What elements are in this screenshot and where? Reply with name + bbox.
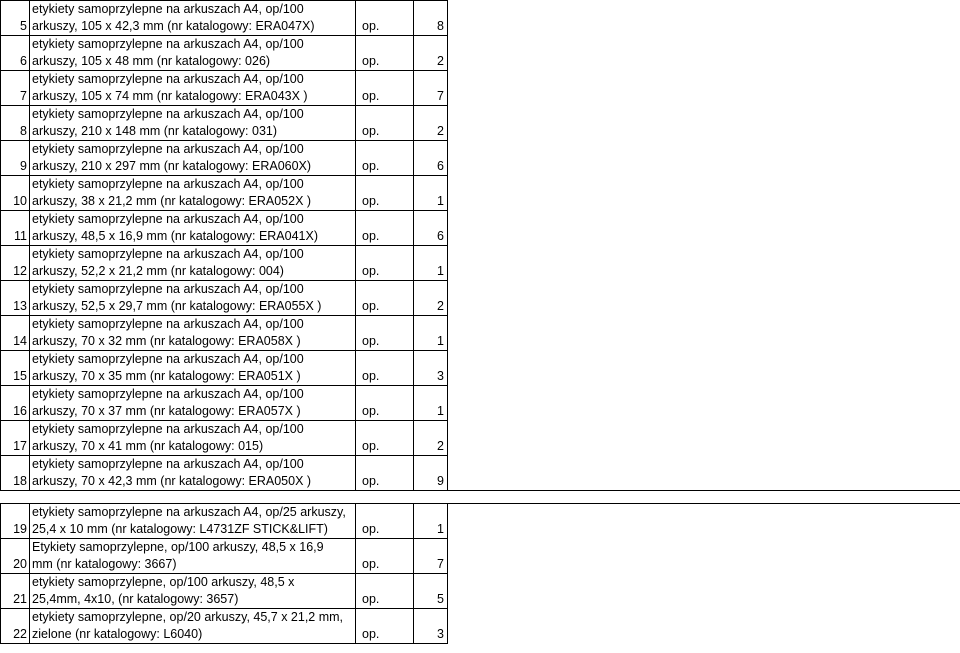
empty-cell bbox=[448, 421, 960, 456]
empty-cell bbox=[448, 351, 960, 386]
empty-cell bbox=[448, 1, 960, 36]
row-number: 19 bbox=[1, 504, 30, 539]
table-row bbox=[1, 421, 960, 456]
description-line-1: etykiety samoprzylepne na arkuszach A4, op/100 bbox=[32, 2, 304, 16]
row-number: 18 bbox=[1, 456, 30, 491]
empty-cell bbox=[448, 504, 960, 539]
description-line-2: arkuszy, 52,5 x 29,7 mm (nr katalogowy: ERA055X ) bbox=[32, 299, 322, 313]
empty-cell bbox=[448, 246, 960, 281]
description-line-2: arkuszy, 210 x 148 mm (nr katalogowy: 031) bbox=[32, 124, 278, 138]
description-line-1: etykiety samoprzylepne na arkuszach A4, op/100 bbox=[32, 107, 304, 121]
quantity-cell: 8 bbox=[414, 1, 448, 36]
quantity-cell: 1 bbox=[414, 176, 448, 211]
empty-cell bbox=[448, 539, 960, 574]
table-gap bbox=[1, 491, 960, 504]
unit-cell: op. bbox=[356, 316, 414, 351]
quantity-cell: 1 bbox=[414, 504, 448, 539]
row-number: 13 bbox=[1, 281, 30, 316]
empty-cell bbox=[448, 456, 960, 491]
quantity-cell: 1 bbox=[414, 386, 448, 421]
description-line-2: arkuszy, 210 x 297 mm (nr katalogowy: ERA060X) bbox=[32, 159, 312, 173]
description-line-1: etykiety samoprzylepne na arkuszach A4, op/100 bbox=[32, 212, 304, 226]
table-row bbox=[1, 36, 960, 71]
empty-cell bbox=[448, 176, 960, 211]
item-description bbox=[30, 421, 356, 456]
unit-cell: op. bbox=[356, 141, 414, 176]
unit-cell: op. bbox=[356, 386, 414, 421]
quantity-cell: 2 bbox=[414, 281, 448, 316]
empty-cell bbox=[448, 211, 960, 246]
description-line-2: arkuszy, 70 x 41 mm (nr katalogowy: 015) bbox=[32, 439, 264, 453]
row-number: 21 bbox=[1, 574, 30, 609]
description-line-1: etykiety samoprzylepne na arkuszach A4, op/100 bbox=[32, 142, 304, 156]
quantity-cell: 1 bbox=[414, 316, 448, 351]
unit-cell: op. bbox=[356, 539, 414, 574]
description-line-1: etykiety samoprzylepne, op/100 arkuszy, 48,5 x bbox=[32, 575, 295, 589]
table-row bbox=[1, 539, 960, 574]
row-number: 20 bbox=[1, 539, 30, 574]
item-description bbox=[30, 609, 356, 644]
empty-cell bbox=[448, 36, 960, 71]
table-row bbox=[1, 281, 960, 316]
description-line-1: etykiety samoprzylepne, op/20 arkuszy, 45,7 x 21,2 mm, bbox=[32, 610, 344, 624]
row-number: 14 bbox=[1, 316, 30, 351]
table-row bbox=[1, 504, 960, 539]
unit-cell: op. bbox=[356, 574, 414, 609]
description-line-2: arkuszy, 38 x 21,2 mm (nr katalogowy: ERA052X ) bbox=[32, 194, 312, 208]
item-description bbox=[30, 281, 356, 316]
quantity-cell: 1 bbox=[414, 246, 448, 281]
table-row bbox=[1, 106, 960, 141]
empty-cell bbox=[448, 386, 960, 421]
description-line-1: etykiety samoprzylepne na arkuszach A4, op/100 bbox=[32, 422, 304, 436]
quantity-cell: 2 bbox=[414, 421, 448, 456]
description-line-2: arkuszy, 105 x 42,3 mm (nr katalogowy: ERA047X) bbox=[32, 19, 315, 33]
table-row bbox=[1, 574, 960, 609]
quantity-cell: 5 bbox=[414, 574, 448, 609]
row-number: 5 bbox=[1, 1, 30, 36]
table-row bbox=[1, 141, 960, 176]
quantity-cell: 2 bbox=[414, 36, 448, 71]
row-number: 22 bbox=[1, 609, 30, 644]
table-row bbox=[1, 351, 960, 386]
empty-cell bbox=[448, 106, 960, 141]
table-body bbox=[1, 1, 960, 491]
table-body-continued bbox=[1, 504, 960, 644]
quantity-cell: 2 bbox=[414, 106, 448, 141]
description-line-1: etykiety samoprzylepne na arkuszach A4, op/100 bbox=[32, 457, 304, 471]
description-line-2: arkuszy, 70 x 37 mm (nr katalogowy: ERA057X ) bbox=[32, 404, 301, 418]
item-description bbox=[30, 351, 356, 386]
quantity-cell: 7 bbox=[414, 71, 448, 106]
quantity-cell: 9 bbox=[414, 456, 448, 491]
description-line-1: etykiety samoprzylepne na arkuszach A4, op/100 bbox=[32, 177, 304, 191]
unit-cell: op. bbox=[356, 351, 414, 386]
table-row bbox=[1, 176, 960, 211]
unit-cell: op. bbox=[356, 421, 414, 456]
unit-cell: op. bbox=[356, 36, 414, 71]
description-line-2: arkuszy, 52,2 x 21,2 mm (nr katalogowy: 004) bbox=[32, 264, 284, 278]
table-row bbox=[1, 71, 960, 106]
description-line-1: etykiety samoprzylepne na arkuszach A4, op/25 arkuszy, bbox=[32, 505, 346, 519]
row-number: 6 bbox=[1, 36, 30, 71]
description-line-1: etykiety samoprzylepne na arkuszach A4, op/100 bbox=[32, 37, 304, 51]
row-number: 12 bbox=[1, 246, 30, 281]
row-number: 15 bbox=[1, 351, 30, 386]
table-row bbox=[1, 609, 960, 644]
empty-cell bbox=[448, 71, 960, 106]
description-line-2: zielone (nr katalogowy: L6040) bbox=[32, 627, 203, 641]
description-line-1: etykiety samoprzylepne na arkuszach A4, op/100 bbox=[32, 387, 304, 401]
description-line-2: arkuszy, 70 x 35 mm (nr katalogowy: ERA051X ) bbox=[32, 369, 301, 383]
description-line-2: 25,4 x 10 mm (nr katalogowy: L4731ZF STICK&LIFT) bbox=[32, 522, 328, 536]
quantity-cell: 3 bbox=[414, 351, 448, 386]
empty-cell bbox=[448, 141, 960, 176]
table-row bbox=[1, 1, 960, 36]
row-number: 7 bbox=[1, 71, 30, 106]
item-description bbox=[30, 246, 356, 281]
quantity-cell: 6 bbox=[414, 141, 448, 176]
unit-cell: op. bbox=[356, 71, 414, 106]
item-description bbox=[30, 539, 356, 574]
unit-cell: op. bbox=[356, 176, 414, 211]
description-line-1: etykiety samoprzylepne na arkuszach A4, op/100 bbox=[32, 72, 304, 86]
empty-cell bbox=[448, 316, 960, 351]
row-number: 9 bbox=[1, 141, 30, 176]
empty-cell bbox=[448, 574, 960, 609]
item-description bbox=[30, 316, 356, 351]
description-line-2: arkuszy, 70 x 42,3 mm (nr katalogowy: ERA050X ) bbox=[32, 474, 312, 488]
unit-cell: op. bbox=[356, 246, 414, 281]
item-description bbox=[30, 1, 356, 36]
description-line-2: arkuszy, 105 x 48 mm (nr katalogowy: 026) bbox=[32, 54, 271, 68]
quantity-cell: 3 bbox=[414, 609, 448, 644]
row-number: 17 bbox=[1, 421, 30, 456]
unit-cell: op. bbox=[356, 504, 414, 539]
description-line-2: arkuszy, 70 x 32 mm (nr katalogowy: ERA058X ) bbox=[32, 334, 301, 348]
description-line-2: mm (nr katalogowy: 3667) bbox=[32, 557, 177, 571]
item-description bbox=[30, 106, 356, 141]
item-description bbox=[30, 211, 356, 246]
item-description bbox=[30, 504, 356, 539]
item-description bbox=[30, 36, 356, 71]
description-line-1: etykiety samoprzylepne na arkuszach A4, op/100 bbox=[32, 317, 304, 331]
description-line-2: 25,4mm, 4x10, (nr katalogowy: 3657) bbox=[32, 592, 239, 606]
unit-cell: op. bbox=[356, 609, 414, 644]
item-description bbox=[30, 71, 356, 106]
table-row bbox=[1, 246, 960, 281]
table-row bbox=[1, 316, 960, 351]
row-number: 8 bbox=[1, 106, 30, 141]
unit-cell: op. bbox=[356, 456, 414, 491]
item-description bbox=[30, 456, 356, 491]
row-number: 10 bbox=[1, 176, 30, 211]
unit-cell: op. bbox=[356, 106, 414, 141]
table-row bbox=[1, 456, 960, 491]
description-line-1: etykiety samoprzylepne na arkuszach A4, op/100 bbox=[32, 282, 304, 296]
row-number: 16 bbox=[1, 386, 30, 421]
description-line-2: arkuszy, 48,5 x 16,9 mm (nr katalogowy: ERA041X) bbox=[32, 229, 318, 243]
row-number: 11 bbox=[1, 211, 30, 246]
item-description bbox=[30, 574, 356, 609]
table-row bbox=[1, 211, 960, 246]
quantity-cell: 6 bbox=[414, 211, 448, 246]
item-description bbox=[30, 176, 356, 211]
table-row bbox=[1, 386, 960, 421]
description-line-1: etykiety samoprzylepne na arkuszach A4, op/100 bbox=[32, 352, 304, 366]
unit-cell: op. bbox=[356, 281, 414, 316]
unit-cell: op. bbox=[356, 211, 414, 246]
description-line-1: etykiety samoprzylepne na arkuszach A4, op/100 bbox=[32, 247, 304, 261]
quantity-cell: 7 bbox=[414, 539, 448, 574]
item-description bbox=[30, 141, 356, 176]
empty-cell bbox=[448, 609, 960, 644]
description-line-2: arkuszy, 105 x 74 mm (nr katalogowy: ERA043X ) bbox=[32, 89, 308, 103]
empty-cell bbox=[448, 281, 960, 316]
description-line-1: Etykiety samoprzylepne, op/100 arkuszy, 48,5 x 16,9 bbox=[32, 540, 324, 554]
unit-cell: op. bbox=[356, 1, 414, 36]
item-description bbox=[30, 386, 356, 421]
